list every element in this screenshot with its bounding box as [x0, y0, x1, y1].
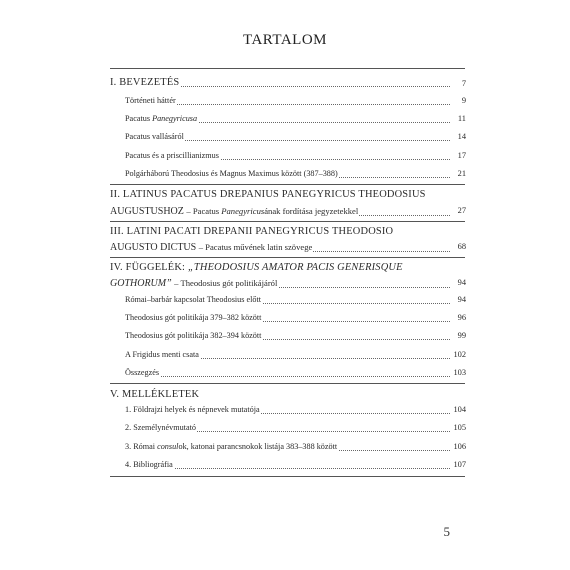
toc-subentry[interactable]: 1. Földrajzi helyek és népnevek mutatója [125, 404, 450, 416]
toc-subentry[interactable]: Polgárháború Theodosius és Magnus Maximus között (387–388) [125, 168, 450, 180]
toc-entry[interactable]: V. MELLÉKLETEK [110, 389, 200, 400]
page-title: TARTALOM [242, 32, 328, 48]
toc-entry[interactable]: GOTHORUM” – Theodosius gót politikájáról [110, 277, 450, 290]
toc-subentry[interactable]: Történeti háttér [125, 95, 450, 107]
toc-subentry[interactable]: 4. Bibliográfia [125, 459, 450, 471]
toc-entry[interactable]: AUGUSTO DICTUS – Pacatus művének latin szövege [110, 241, 450, 254]
toc-page-number: 96 [457, 313, 466, 322]
toc-page-number: 17 [457, 151, 466, 160]
toc-page-number: 105 [453, 423, 466, 432]
page-number: 5 [443, 524, 450, 539]
toc-page-number: 14 [457, 132, 466, 141]
toc-page-number: 11 [457, 114, 466, 123]
section-divider [110, 476, 465, 477]
section-divider [110, 68, 465, 69]
toc-subentry[interactable]: Összegzés [125, 367, 450, 379]
toc-entry-line[interactable]: III. LATINI PACATI DREPANII PANEGYRICUS THEODOSIO [110, 226, 394, 237]
toc-entry[interactable]: I. BEVEZETÉS [110, 77, 450, 89]
toc-page-number: 94 [457, 295, 466, 304]
toc-page-number: 21 [457, 169, 466, 178]
toc-page-number: 99 [457, 331, 466, 340]
toc-page-number: 107 [453, 460, 466, 469]
toc-page-number: 103 [453, 368, 466, 377]
toc-subentry[interactable]: Theodosius gót politikája 379–382 között [125, 312, 450, 324]
toc-subentry[interactable]: Római–barbár kapcsolat Theodosius előtt [125, 294, 450, 306]
toc-page-number: 94 [457, 278, 466, 287]
toc-page-number: 68 [457, 242, 466, 251]
toc-subentry[interactable]: Pacatus vallásáról [125, 131, 450, 143]
toc-subentry[interactable]: A Frigidus menti csata [125, 349, 450, 361]
section-divider [110, 383, 465, 384]
toc-subentry[interactable]: Pacatus és a priscillianizmus [125, 150, 450, 162]
toc-subentry[interactable]: 3. Római consulok, katonai parancsnokok listája 383–388 között [125, 441, 450, 453]
toc-page-number: 102 [453, 350, 466, 359]
toc-subentry[interactable]: 2. Személynévmutató [125, 422, 450, 434]
toc-page-number: 104 [453, 405, 466, 414]
toc-page-number: 7 [461, 79, 466, 88]
toc-entry-line[interactable]: IV. FÜGGELÉK: „THEODOSIUS AMATOR PACIS GENERISQUE [110, 262, 403, 273]
section-divider [110, 184, 465, 185]
toc-page-number: 9 [461, 96, 466, 105]
toc-entry[interactable]: AUGUSTUSHOZ – Pacatus Panegyricusának fordítása jegyzetekkel [110, 205, 450, 218]
toc-entry-line[interactable]: II. LATINUS PACATUS DREPANIUS PANEGYRICUS THEODOSIUS [110, 189, 426, 200]
section-divider [110, 221, 465, 222]
toc-page-number: 106 [453, 442, 466, 451]
section-divider [110, 257, 465, 258]
toc-subentry[interactable]: Pacatus Panegyricusa [125, 113, 450, 125]
toc-subentry[interactable]: Theodosius gót politikája 382–394 között [125, 330, 450, 342]
toc-page-number: 27 [457, 206, 466, 215]
